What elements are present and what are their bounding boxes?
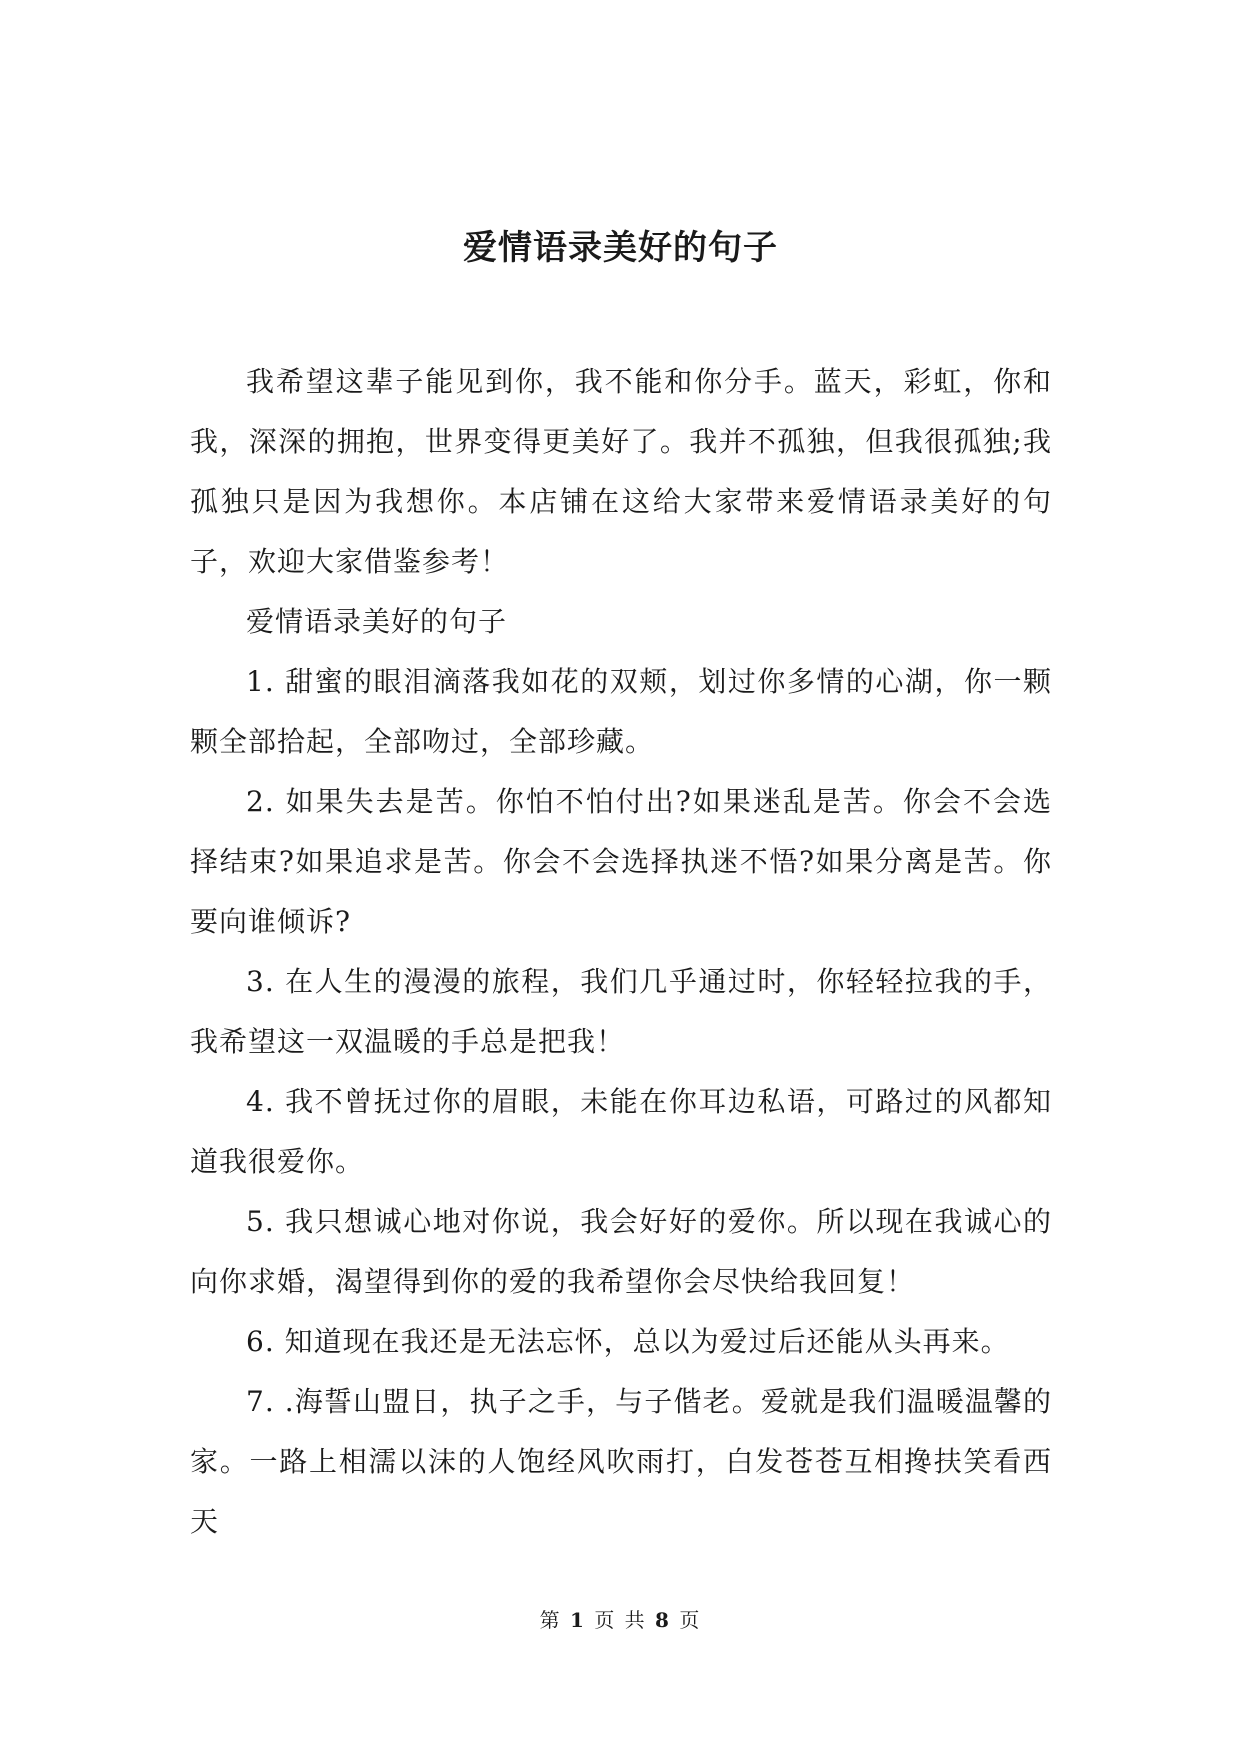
document-body <box>190 352 1052 1552</box>
footer-suffix: 页 <box>679 1608 702 1632</box>
section-heading: 爱情语录美好的句子 <box>246 605 508 638</box>
intro-paragraph: 我希望这辈子能见到你，我不能和你分手。蓝天，彩虹，你和我，深深的拥抱，世界变得更美好了。我并不孤独，但我很孤独;我孤独只是因为我想你。本店铺在这给大家带来爱情语录美好的句子，欢迎大家借鉴参考！ <box>190 365 1052 578</box>
list-item: 1. 甜蜜的眼泪滴落我如花的双颊，划过你多情的心湖，你一颗颗全部拾起，全部吻过，全部珍藏。 <box>190 665 1052 758</box>
page-number: 1 <box>570 1608 586 1632</box>
total-pages: 8 <box>655 1608 671 1632</box>
list-item: 3. 在人生的漫漫的旅程，我们几乎通过时，你轻轻拉我的手，我希望这一双温暖的手总是把我！ <box>190 965 1052 1058</box>
page-footer <box>0 1606 1241 1634</box>
footer-prefix: 第 <box>539 1608 562 1632</box>
list-item: 7. .海誓山盟日，执子之手，与子偕老。爱就是我们温暖温馨的家。一路上相濡以沫的人饱经风吹雨打，白发苍苍互相搀扶笑看西天 <box>190 1385 1052 1538</box>
list-item: 2. 如果失去是苦。你怕不怕付出?如果迷乱是苦。你会不会选择结束?如果追求是苦。你会不会选择执迷不悟?如果分离是苦。你要向谁倾诉? <box>190 785 1052 938</box>
footer-middle: 页 共 <box>594 1608 647 1632</box>
list-item: 5. 我只想诚心地对你说，我会好好的爱你。所以现在我诚心的向你求婚，渴望得到你的爱的我希望你会尽快给我回复！ <box>190 1205 1052 1298</box>
list-item: 6. 知道现在我还是无法忘怀，总以为爱过后还能从头再来。 <box>246 1325 1010 1358</box>
list-item: 4. 我不曾抚过你的眉眼，未能在你耳边私语，可路过的风都知道我很爱你。 <box>190 1085 1052 1178</box>
document-title: 爱情语录美好的句子 <box>463 228 778 268</box>
